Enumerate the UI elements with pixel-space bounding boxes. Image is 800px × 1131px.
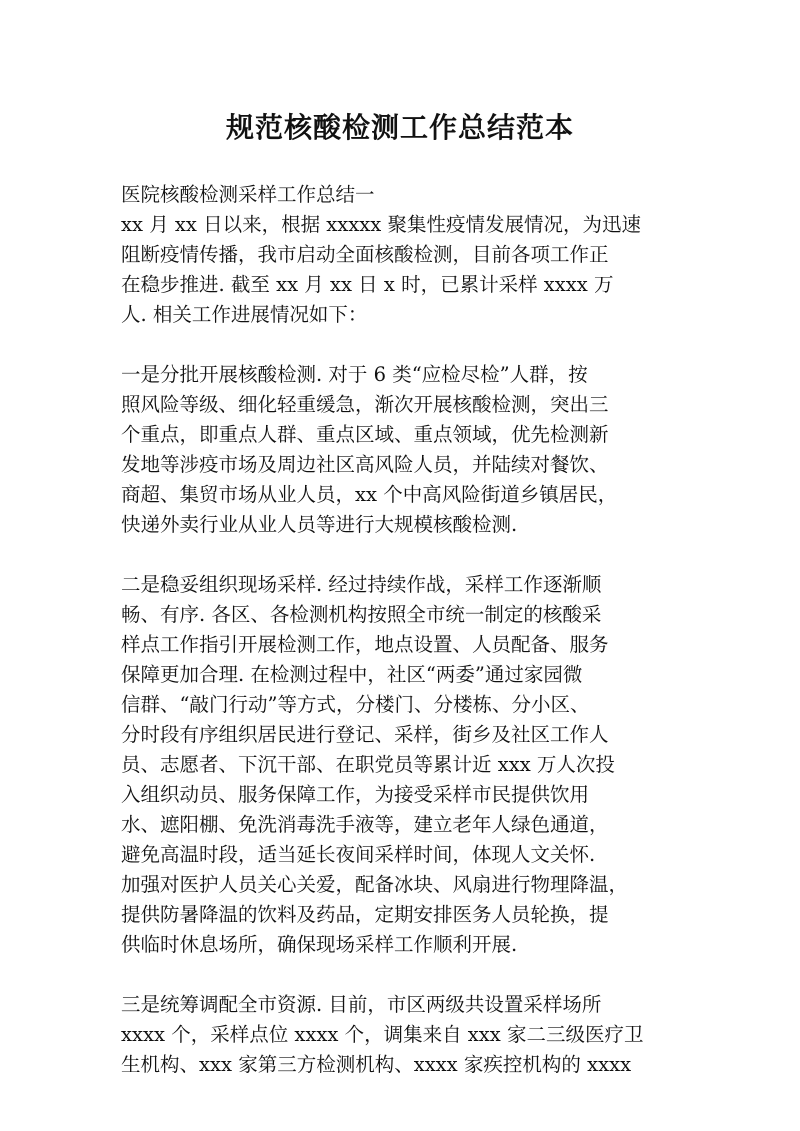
text-line: 水、遮阳棚、免洗消毒洗手液等，建立老年人绿色通道，: [121, 813, 609, 836]
paragraph-gap: [121, 330, 681, 360]
document-body: [121, 180, 681, 1080]
text-line: 照风险等级、细化轻重缓急，渐次开展核酸检测，突出三: [121, 393, 609, 416]
text-line: 入组织动员、服务保障工作，为接受采样市民提供饮用: [121, 783, 590, 806]
text-line: 供临时休息场所，确保现场采样工作顺利开展.: [121, 933, 518, 956]
text-line: 保障更加合理. 在检测过程中，社区“两委”通过家园微: [121, 663, 583, 686]
text-line: 避免高温时段，适当延长夜间采样时间，体现人文关怀.: [121, 843, 596, 866]
text-line: 提供防暑降温的饮料及药品，定期安排医务人员轮换，提: [121, 903, 609, 926]
text-line: 二是稳妥组织现场采样. 经过持续作战，采样工作逐渐顺: [121, 573, 602, 596]
text-line: 加强对医护人员关心关爱，配备冰块、风扇进行物理降温，: [121, 873, 629, 896]
paragraph-sampling: [121, 570, 681, 960]
paragraph-resources: [121, 990, 681, 1080]
text-line: 阻断疫情传播，我市启动全面核酸检测，目前各项工作正: [121, 243, 609, 266]
document-title: 规范核酸检测工作总结范本: [225, 111, 574, 144]
text-line: 分时段有序组织居民进行登记、采样，街乡及社区工作人: [121, 723, 609, 746]
text-line: 畅、有序. 各区、各检测机构按照全市统一制定的核酸采: [121, 603, 602, 626]
text-line: 生机构、xxx 家第三方检测机构、xxxx 家疾控机构的 xxxx: [121, 1053, 632, 1076]
section-heading: 医院核酸检测采样工作总结一: [121, 183, 375, 206]
paragraph-gap: [121, 960, 681, 990]
text-line: xx 月 xx 日以来，根据 xxxxx 聚集性疫情发展情况，为迅速: [121, 213, 641, 236]
text-line: 发地等涉疫市场及周边社区高风险人员，并陆续对餐饮、: [121, 453, 609, 476]
text-line: 快递外卖行业从业人员等进行大规模核酸检测.: [121, 513, 518, 536]
text-line: 样点工作指引开展检测工作，地点设置、人员配备、服务: [121, 633, 609, 656]
text-line: 员、志愿者、下沉干部、在职党员等累计近 xxx 万人次投: [121, 753, 615, 776]
text-line: 一是分批开展核酸检测. 对于 6 类“应检尽检”人群，按: [121, 363, 588, 386]
text-line: 三是统筹调配全市资源. 目前，市区两级共设置采样场所: [121, 993, 602, 1016]
paragraph-intro: [121, 210, 681, 330]
text-line: 商超、集贸市场从业人员，xx 个中高风险街道乡镇居民，: [121, 483, 618, 506]
text-line: xxxx 个，采样点位 xxxx 个，调集来自 xxx 家二三级医疗卫: [121, 1023, 644, 1046]
text-line: 个重点，即重点人群、重点区域、重点领域，优先检测新: [121, 423, 609, 446]
paragraph-testing: [121, 360, 681, 540]
text-line: 人. 相关工作进展情况如下：: [121, 303, 368, 326]
text-line: 信群、“敲门行动”等方式，分楼门、分楼栋、分小区、: [121, 693, 590, 716]
paragraph-gap: [121, 540, 681, 570]
text-line: 在稳步推进. 截至 xx 月 xx 日 x 时，已累计采样 xxxx 万: [121, 273, 614, 296]
